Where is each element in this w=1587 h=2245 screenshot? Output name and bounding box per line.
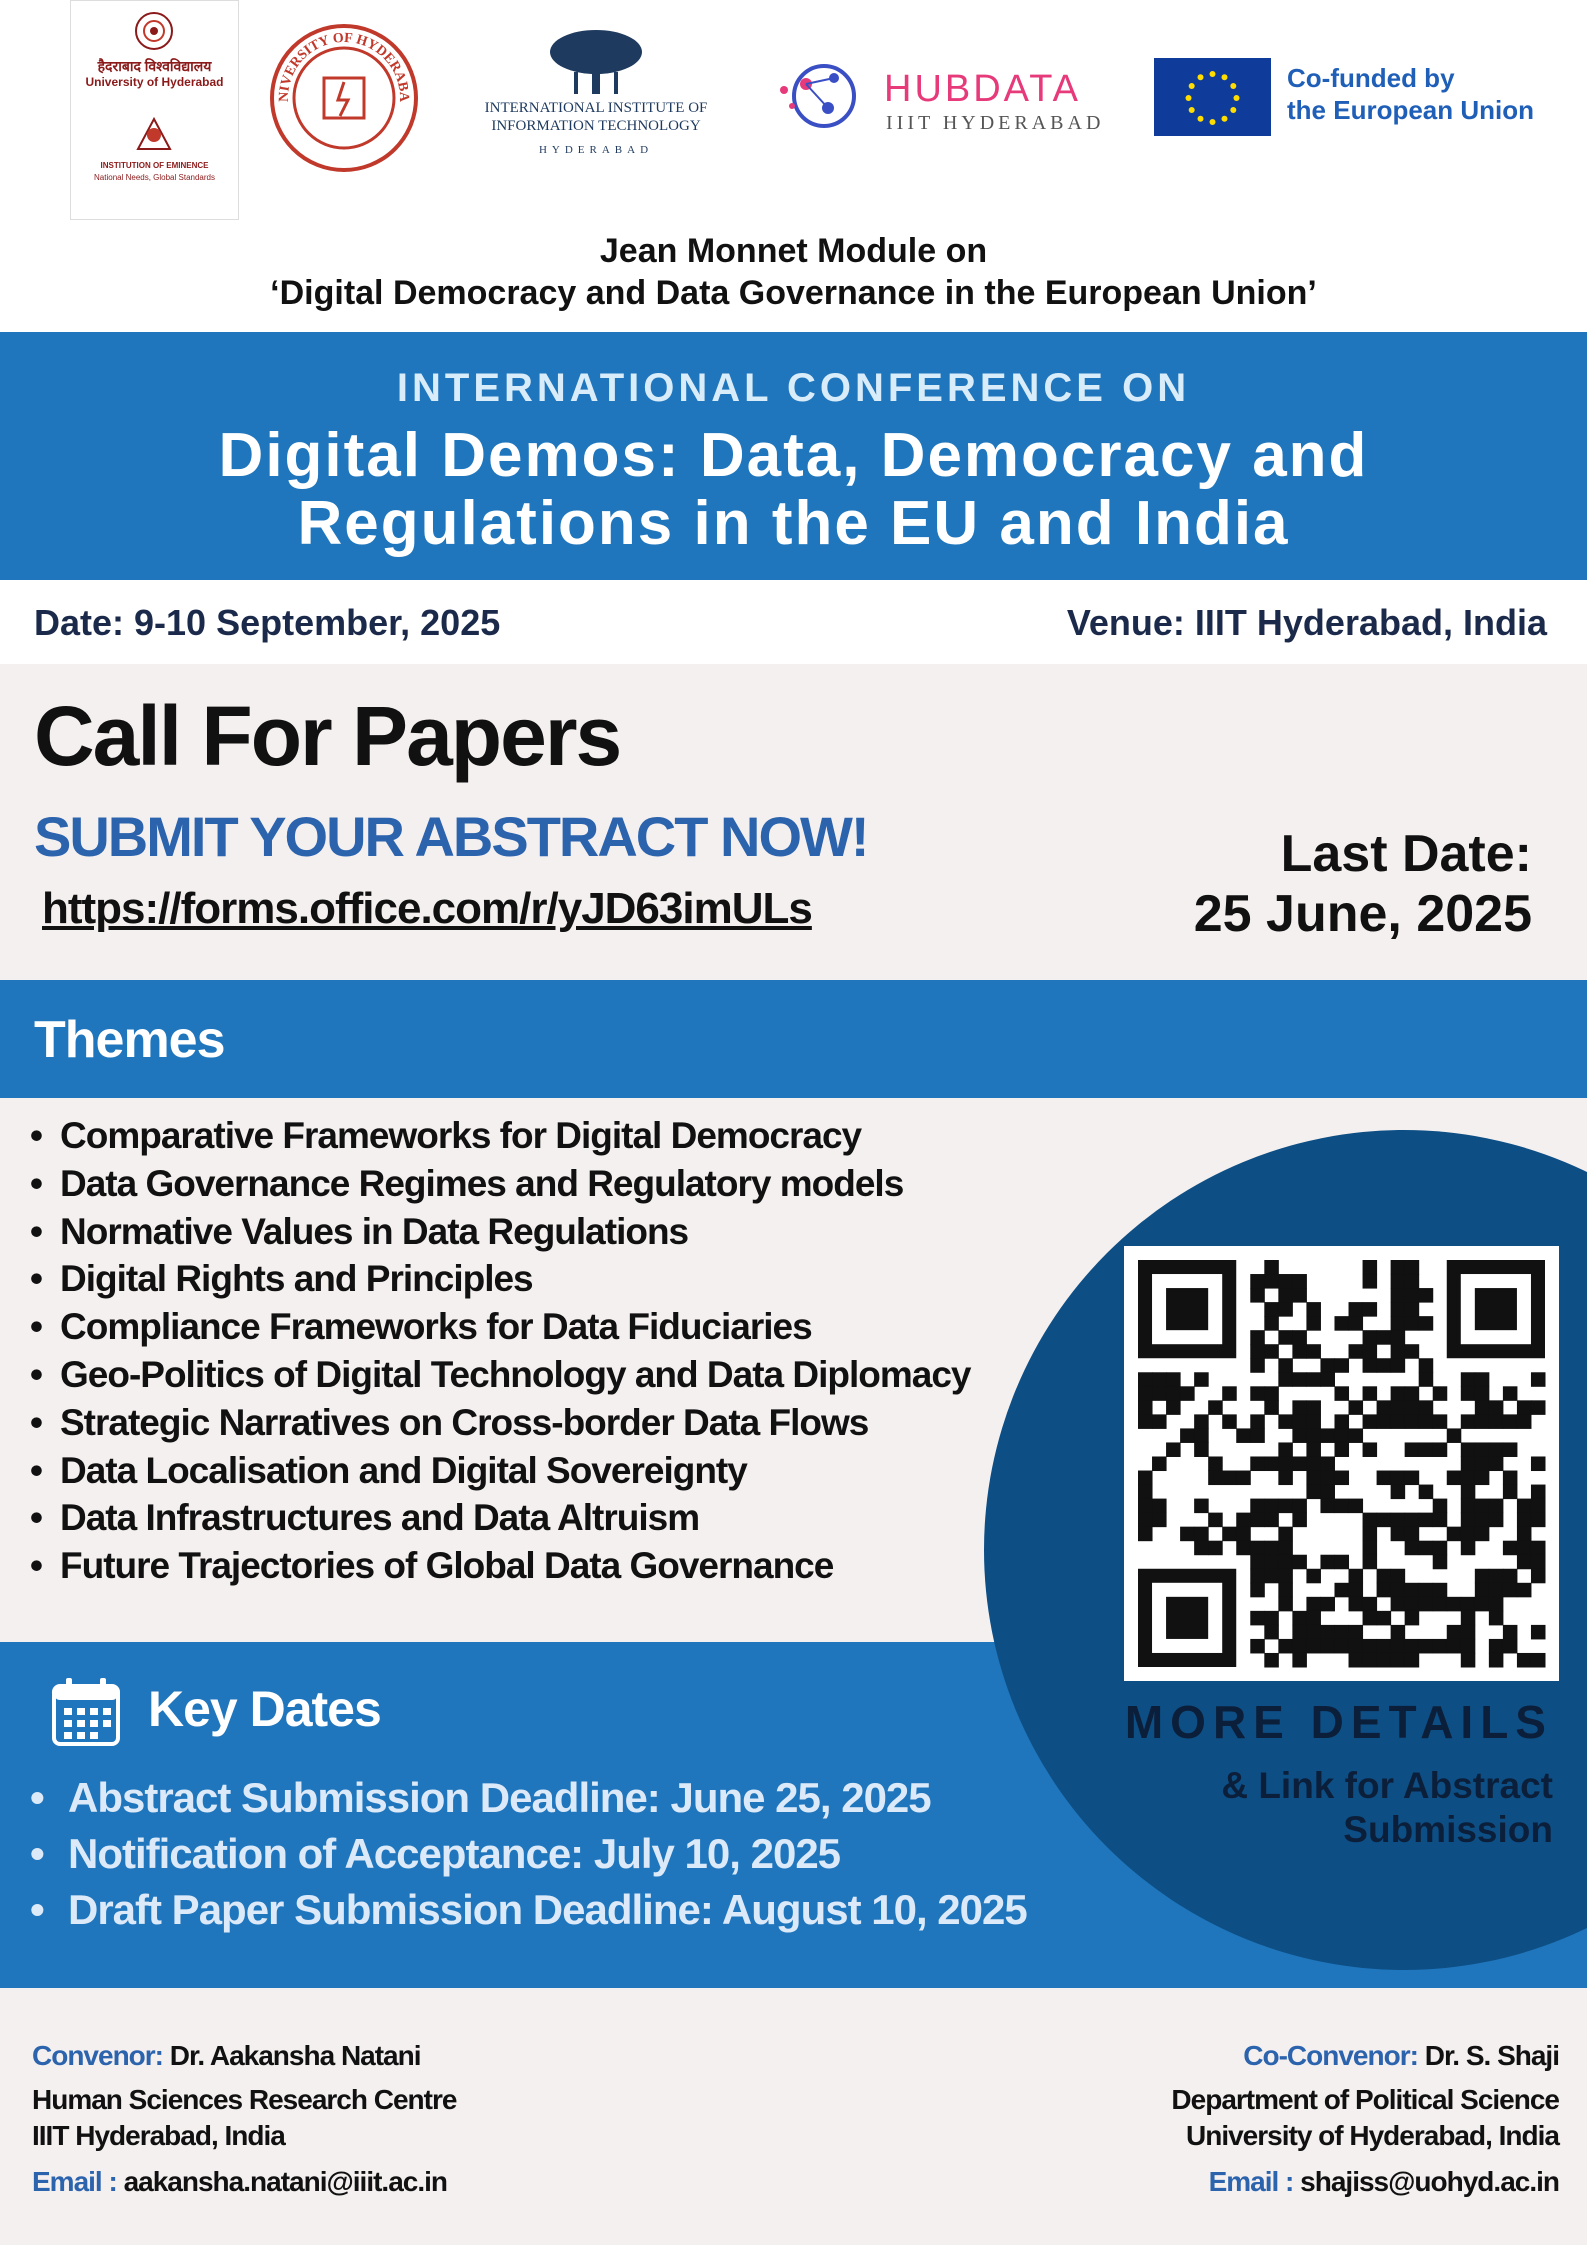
- co-convenor-email[interactable]: shajiss@uohyd.ac.in: [1300, 2166, 1559, 2197]
- event-venue: Venue: IIIT Hyderabad, India: [1066, 602, 1547, 643]
- co-convenor-label: Co-Convenor:: [1243, 2040, 1418, 2071]
- ioe-line2: National Needs, Global Standards: [94, 173, 215, 182]
- uoh-seal-logo: [268, 22, 420, 174]
- more-details-label: MORE DETAILS: [1124, 1696, 1553, 1748]
- more-details-sub: [1100, 1764, 1553, 1852]
- iiit-line3: HYDERABAD: [538, 144, 654, 156]
- theme-item: • Data Governance Regimes and Regulatory models: [30, 1160, 971, 1208]
- last-date-value: 25 June, 2025: [1193, 885, 1532, 943]
- submit-abstract-heading: SUBMIT YOUR ABSTRACT NOW!: [34, 805, 868, 868]
- theme-item: • Comparative Frameworks for Digital Democracy: [30, 1112, 971, 1160]
- cfp-title: Call For Papers: [34, 689, 621, 783]
- svg-text:UNIVERSITY OF HYDERABAD: NIVERSITY OF HYDERABA: [276, 30, 412, 103]
- convenor-email-line: [32, 2164, 447, 2200]
- convenor-label: Convenor:: [32, 2040, 163, 2071]
- convenor-dept: Human Sciences Research Centre: [32, 2084, 457, 2115]
- eu-line1: Co-funded by: [1287, 63, 1455, 93]
- module-line2: ‘Digital Democracy and Data Governance in the European Union’: [270, 274, 1317, 312]
- themes-header-bar: [0, 980, 1587, 1098]
- qr-code[interactable]: [1124, 1246, 1559, 1681]
- theme-item: • Geo-Politics of Digital Technology and Data Diplomacy: [30, 1351, 971, 1399]
- co-convenor-name-line: [1243, 2038, 1559, 2074]
- banner-subtitle: INTERNATIONAL CONFERENCE ON: [396, 366, 1191, 410]
- banner-title-line2: Regulations in the EU and India: [297, 489, 1290, 558]
- themes-title: Themes: [34, 1011, 225, 1069]
- qr-code-icon: [1124, 1246, 1559, 1681]
- last-date-block: [1194, 824, 1532, 944]
- theme-item: • Normative Values in Data Regulations: [30, 1208, 971, 1256]
- banyan-tree-icon: [546, 28, 646, 98]
- theme-item: • Digital Rights and Principles: [30, 1255, 971, 1303]
- theme-item: • Data Localisation and Digital Sovereignty: [30, 1447, 971, 1495]
- eu-line2: the European Union: [1287, 95, 1534, 125]
- co-convenor-name: Dr. S. Shaji: [1424, 2040, 1559, 2071]
- eu-stars-icon: [1154, 58, 1271, 136]
- banner-title-line1: Digital Demos: Data, Democracy and: [218, 421, 1369, 490]
- iiit-logo: [466, 28, 726, 168]
- iiit-line1: INTERNATIONAL INSTITUTE OF: [484, 100, 708, 116]
- more-details-sub-line1: & Link for Abstract: [1221, 1765, 1553, 1806]
- conference-banner: [0, 332, 1587, 580]
- iiit-line2: INFORMATION TECHNOLOGY: [491, 118, 701, 134]
- eu-cofunded-text: [1287, 62, 1534, 126]
- hubdata-logo: [774, 54, 1124, 144]
- uoh-english-name: University of Hyderabad: [85, 75, 224, 89]
- themes-list: [30, 1112, 971, 1590]
- convenor-name: Dr. Aakansha Natani: [169, 2040, 421, 2071]
- hubdata-name: HUBDATA: [884, 68, 1081, 110]
- calendar-icon: [50, 1676, 122, 1748]
- key-date-item: • Notification of Acceptance: July 10, 2025: [30, 1826, 1027, 1882]
- call-for-papers-section: [0, 664, 1587, 980]
- more-details-sub-line2: Submission: [1343, 1809, 1553, 1850]
- hubdata-sub: IIIT HYDERABAD: [886, 112, 1105, 134]
- uoh-logo-box: [70, 0, 239, 220]
- uoh-hindi-name: हैदराबाद विश्वविद्यालय: [97, 58, 212, 74]
- co-convenor-dept: Department of Political Science: [1171, 2084, 1559, 2115]
- theme-item: • Future Trajectories of Global Data Governance: [30, 1542, 971, 1590]
- date-venue-row: [0, 580, 1587, 664]
- uoh-seal-icon: [268, 22, 420, 174]
- key-dates-title: Key Dates: [148, 1681, 381, 1737]
- co-convenor-inst: University of Hyderabad, India: [1186, 2120, 1559, 2151]
- key-dates-list: [30, 1770, 1027, 1938]
- theme-item: • Strategic Narratives on Cross-border Data Flows: [30, 1399, 971, 1447]
- convenor-email-label: Email :: [32, 2166, 117, 2197]
- abstract-form-link[interactable]: https://forms.office.com/r/yJD63imULs: [42, 884, 812, 933]
- event-date: Date: 9-10 September, 2025: [34, 602, 501, 643]
- key-date-item: • Abstract Submission Deadline: June 25, 2025: [30, 1770, 1027, 1826]
- convenor-name-line: [32, 2038, 421, 2074]
- convenor-inst: IIIT Hyderabad, India: [32, 2120, 285, 2151]
- last-date-label: Last Date:: [1280, 825, 1532, 883]
- co-convenor-email-line: [1209, 2164, 1559, 2200]
- eu-flag: [1154, 58, 1271, 136]
- module-line1: Jean Monnet Module on: [599, 232, 988, 270]
- theme-item: • Data Infrastructures and Data Altruism: [30, 1494, 971, 1542]
- co-convenor-email-label: Email :: [1208, 2166, 1294, 2197]
- key-date-item: • Draft Paper Submission Deadline: August 10, 2025: [30, 1882, 1027, 1938]
- network-brain-icon: [774, 54, 874, 138]
- ioe-line1: INSTITUTION OF EMINENCE: [100, 161, 209, 170]
- convenor-email[interactable]: aakansha.natani@iiit.ac.in: [123, 2166, 448, 2197]
- uoh-emblem-icon: [134, 11, 174, 51]
- theme-item: • Compliance Frameworks for Data Fiduciaries: [30, 1303, 971, 1351]
- ioe-emblem-icon: [134, 113, 174, 153]
